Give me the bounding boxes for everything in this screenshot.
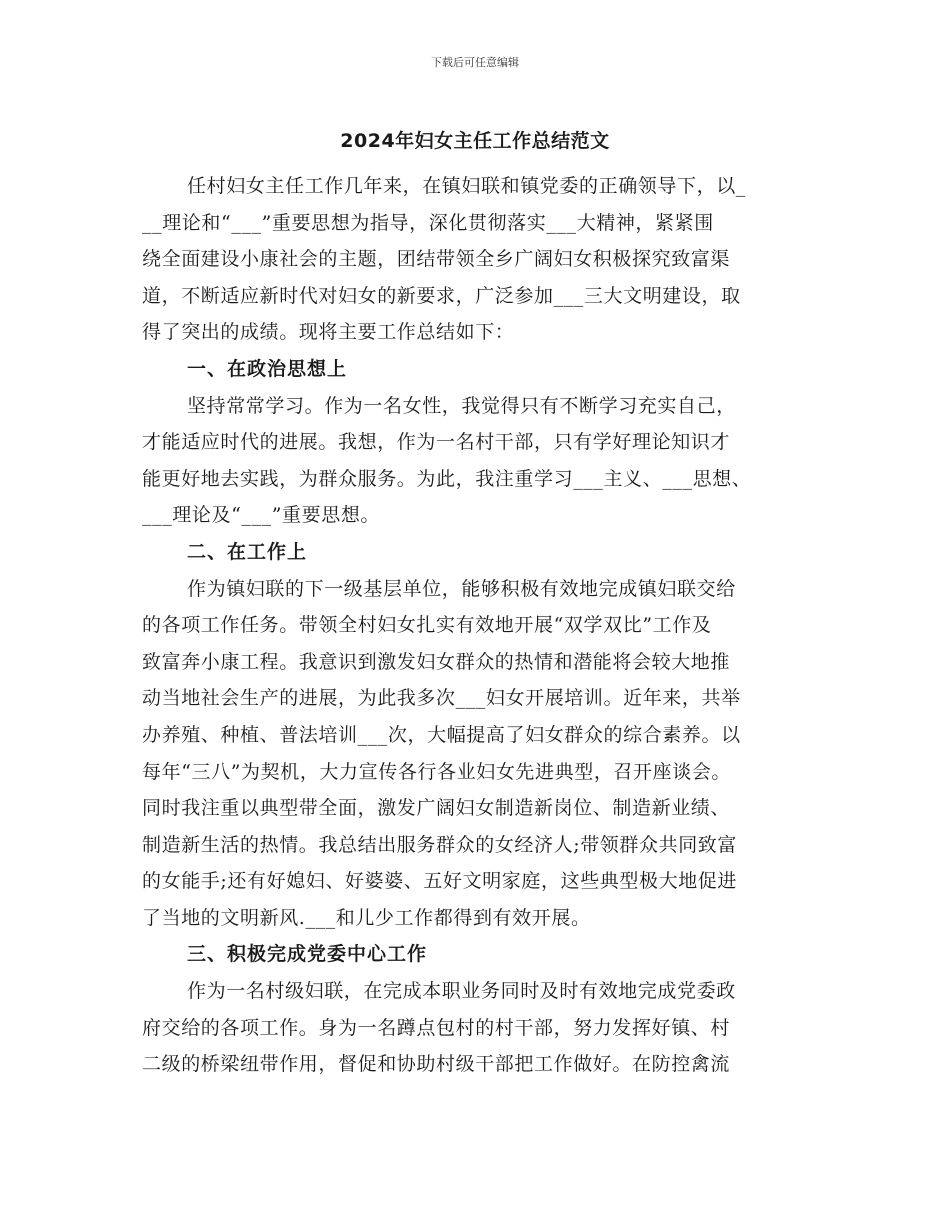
- text-line: 二级的桥梁纽带作用，督促和协助村级干部把工作做好。在防控禽流: [142, 1053, 731, 1076]
- text-line: 办养殖、种植、普法培训___次，大幅提高了妇女群众的综合素养。以: [142, 723, 741, 746]
- text-line: 坚持常常学习。作为一名女性，我觉得只有不断学习充实自己，: [187, 394, 736, 417]
- text-line: 府交给的各项工作。身为一名蹲点包村的村干部，努力发挥好镇、村: [142, 1016, 731, 1039]
- text-line: 了当地的文明新风.___和儿少工作都得到有效开展。: [142, 906, 591, 929]
- text-line: 才能适应时代的进展。我想，作为一名村干部，只有学好理论知识才: [142, 431, 731, 454]
- text-line: 绕全面建设小康社会的主题，团结带领全乡广阔妇女积极探究致富渠: [142, 248, 731, 271]
- text-line: 得了突出的成绩。现将主要工作总结如下：: [142, 321, 515, 344]
- section-heading: 二、在工作上: [187, 540, 308, 563]
- document-body: [142, 168, 810, 1083]
- document-title: 2024年妇女主任工作总结范文: [340, 130, 610, 152]
- text-line: 能更好地去实践，为群众服务。为此，我注重学习___主义、___思想、: [142, 467, 752, 490]
- page-header-note: 下载后可任意编辑: [431, 56, 519, 69]
- text-line: ___理论及“___”重要思想。: [142, 504, 381, 527]
- text-line: 作为一名村级妇联，在完成本职业务同时及时有效地完成党委政: [187, 980, 736, 1003]
- text-line: 动当地社会生产的进展，为此我多次___妇女开展培训。近年来，共举: [142, 687, 741, 710]
- section-heading: 一、在政治思想上: [187, 357, 348, 380]
- text-line: 每年“三八”为契机，大力宣传各行各业妇女先进典型，召开座谈会。: [142, 760, 732, 783]
- text-line: 任村妇女主任工作几年来，在镇妇联和镇党委的正确领导下，以_: [187, 175, 746, 197]
- text-line: 制造新生活的热情。我总结出服务群众的女经济人;带领群众共同致富: [142, 833, 738, 856]
- text-line: 作为镇妇联的下一级基层单位，能够积极有效地完成镇妇联交给: [187, 577, 736, 600]
- text-line: 的各项工作任务。带领全村妇女扎实有效地开展“双学双比”工作及: [142, 614, 712, 637]
- text-line: __理论和“___”重要思想为指导，深化贯彻落实___大精神，紧紧围: [142, 211, 714, 234]
- text-line: 道，不断适应新时代对妇女的新要求，广泛参加___三大文明建设，取: [142, 284, 741, 307]
- text-line: 致富奔小康工程。我意识到激发妇女群众的热情和潜能将会较大地推: [142, 650, 731, 673]
- section-heading: 三、积极完成党委中心工作: [187, 943, 428, 966]
- text-line: 的女能手;还有好媳妇、好婆婆、五好文明家庭，这些典型极大地促进: [142, 870, 738, 893]
- text-line: 同时我注重以典型带全面，激发广阔妇女制造新岗位、制造新业绩、: [142, 797, 731, 820]
